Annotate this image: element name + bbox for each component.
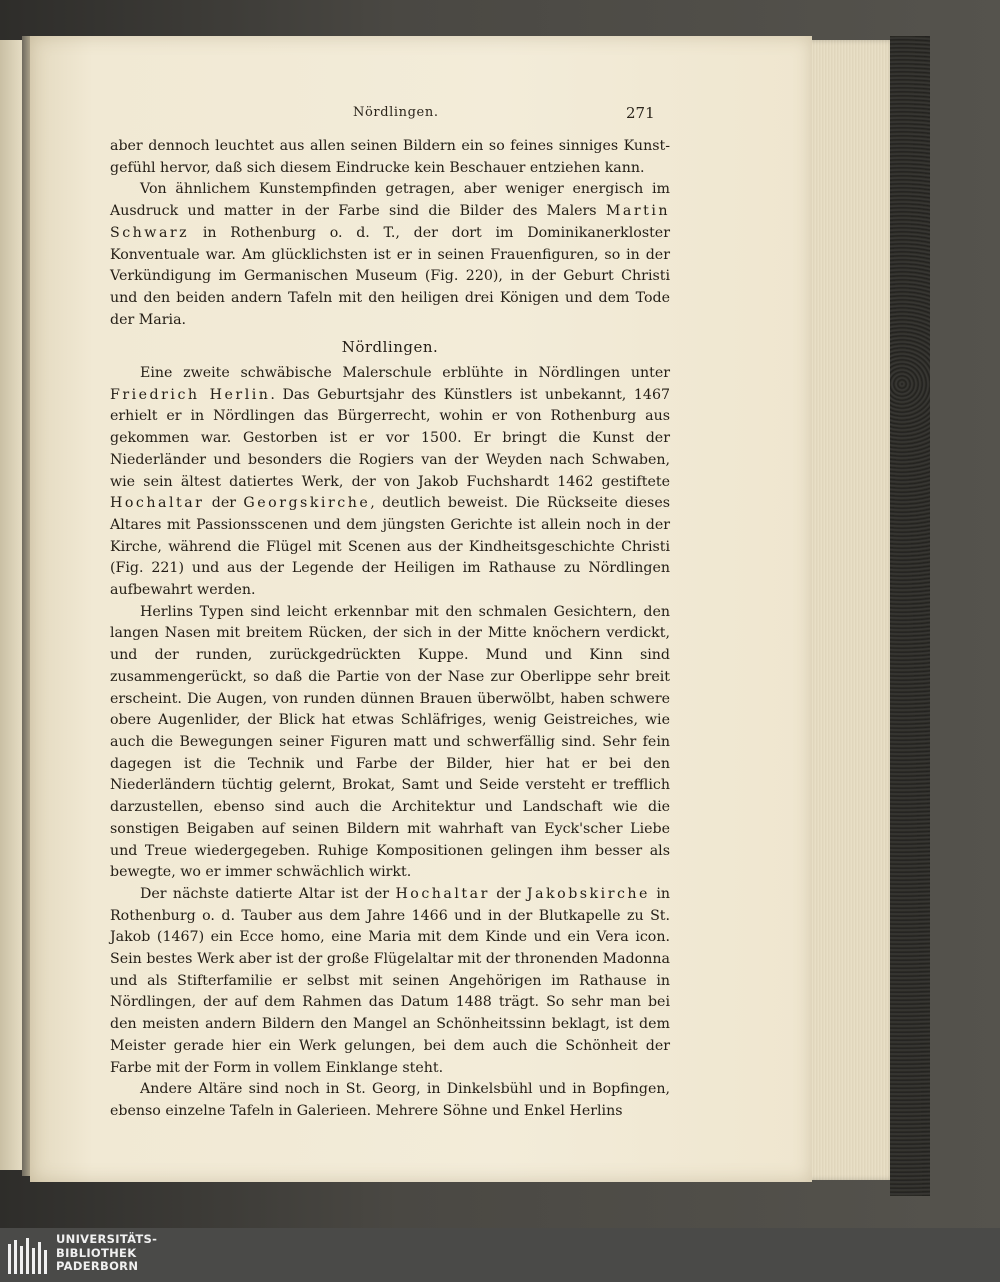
paragraph: aber dennoch leuchtet aus allen seinen Bildern ein so feines sinniges Kunstgefühl hervor, daß sich diesem Eindrucke kein Beschauer entziehen kann.	[110, 138, 670, 176]
artist-name: Martin Schwarz	[110, 203, 670, 241]
page-block-edges	[808, 40, 896, 1180]
library-name: UNIVERSITÄTS- BIBLIOTHEK PADERBORN	[56, 1232, 158, 1273]
page-number: 271	[626, 104, 655, 122]
emphasis: Jakobskirche	[526, 885, 650, 902]
running-head: Nördlingen.	[353, 105, 439, 120]
paragraph: Herlins Typen sind leicht erkennbar mit den schmalen Gesichtern, den langen Nasen mit breitem Rücken, der sich in der Mitte knöchern verdickt, und der runden, zurückgedrückten Kuppe. Mund und Kinn sind zusammengerückt, so daß die Partie von der Nase zur Oberlippe sehr breit erscheint. Die Augen, von runden dünnen Brauen überwölbt, haben schwere obere Augenlider, der Blick hat etwas Schläfriges, wenig Geistreiches, wie auch die Bewegungen seiner Figuren matt und schwerfällig sind. Sehr fein dagegen ist die Technik und Farbe der Bilder, hier hat er bei den Niederländern tüchtig gelernt, Brokat, Samt und Seide versteht er trefflich darzustellen, ebenso sind auch die Architektur und Landschaft wie die sonstigen Beigaben auf seinen Bildern mit wahrhaft van Eyck'scher Liebe und Treue wiedergegeben. Ruhige Kompositionen gelingen ihm besser als bewegte, wo er immer schwächlich wirkt.	[110, 603, 670, 881]
section-heading: Nördlingen.	[341, 338, 439, 357]
paragraph: Andere Altäre sind noch in St. Georg, in Dinkelsbühl und in Bopfingen, ebenso einzelne Tafeln in Galerieen. Mehrere Söhne und Enkel Herlins	[110, 1081, 670, 1119]
paragraph: Der nächste datierte Altar ist der Hochaltar der Jakobskirche in Rothenburg o. d. Tauber aus dem Jahre 1466 und in der Blutkapelle zu St. Jakob (1467) ein Ecce homo, eine Maria mit dem Kinde und ein Vera icon. Sein bestes Werk aber ist der große Flügelaltar mit der thronenden Madonna und als Stifterfamilie er selbst mit seinen Angehörigen im Rathause in Nördlingen, der auf dem Rahmen das Datum 1488 trägt. So sehr man bei den meisten andern Bildern den Mangel an Schönheitssinn beklagt, ist dem Meister gerade hier ein Werk gelungen, bei dem auch die Schönheit der Farbe mit der Form in vollem Einklange steht.	[110, 885, 671, 1076]
emphasis: Hochaltar	[395, 885, 490, 902]
left-page-edge	[0, 40, 24, 1170]
paragraph: Von ähnlichem Kunstempfinden getragen, aber weniger energisch im Ausdruck und matter in der Farbe sind die Bilder des Malers Martin Schwarz in Rothenburg o. d. T., der dort im Dominikanerkloster Konventuale war. Am glücklichsten ist er in seinen Frauenfiguren, so in der Verkündigung im Germanischen Museum (Fig. 220), in der Geburt Christi und den beiden andern Tafeln mit den heiligen drei Königen und dem Tode der Maria.	[110, 181, 670, 328]
emphasis: Hochaltar	[110, 495, 205, 512]
emphasis: Georgskirche	[243, 495, 371, 512]
artist-name: Friedrich Herlin	[110, 386, 271, 403]
body-text	[110, 136, 670, 1123]
book-cover	[890, 36, 930, 1196]
paragraph: Eine zweite schwäbische Malerschule erblühte in Nördlingen unter Friedrich Herlin. Das Geburtsjahr des Künstlers ist unbekannt, 1467 erhielt er in Nördlingen das Bürgerrecht, wohin er von Rothenburg aus gekommen war. Gestorben ist er vor 1500. Er bringt die Kunst der Niederländer und besonders die Rogiers van der Weyden nach Schwaben, wie sein ältest datiertes Werk, der von Jakob Fuchshardt 1462 gestiftete Hochaltar der Georgskirche, deutlich beweist. Die Rückseite dieses Altares mit Passionsscenen und dem jüngsten Gerichte ist allein noch in der Kirche, während die Flügel mit Scenen aus der Kindheitsgeschichte Christi (Fig. 221) und aus der Legende der Heiligen im Rathause zu Nördlingen aufbewahrt werden.	[110, 365, 671, 599]
library-logo-icon	[6, 1234, 50, 1278]
